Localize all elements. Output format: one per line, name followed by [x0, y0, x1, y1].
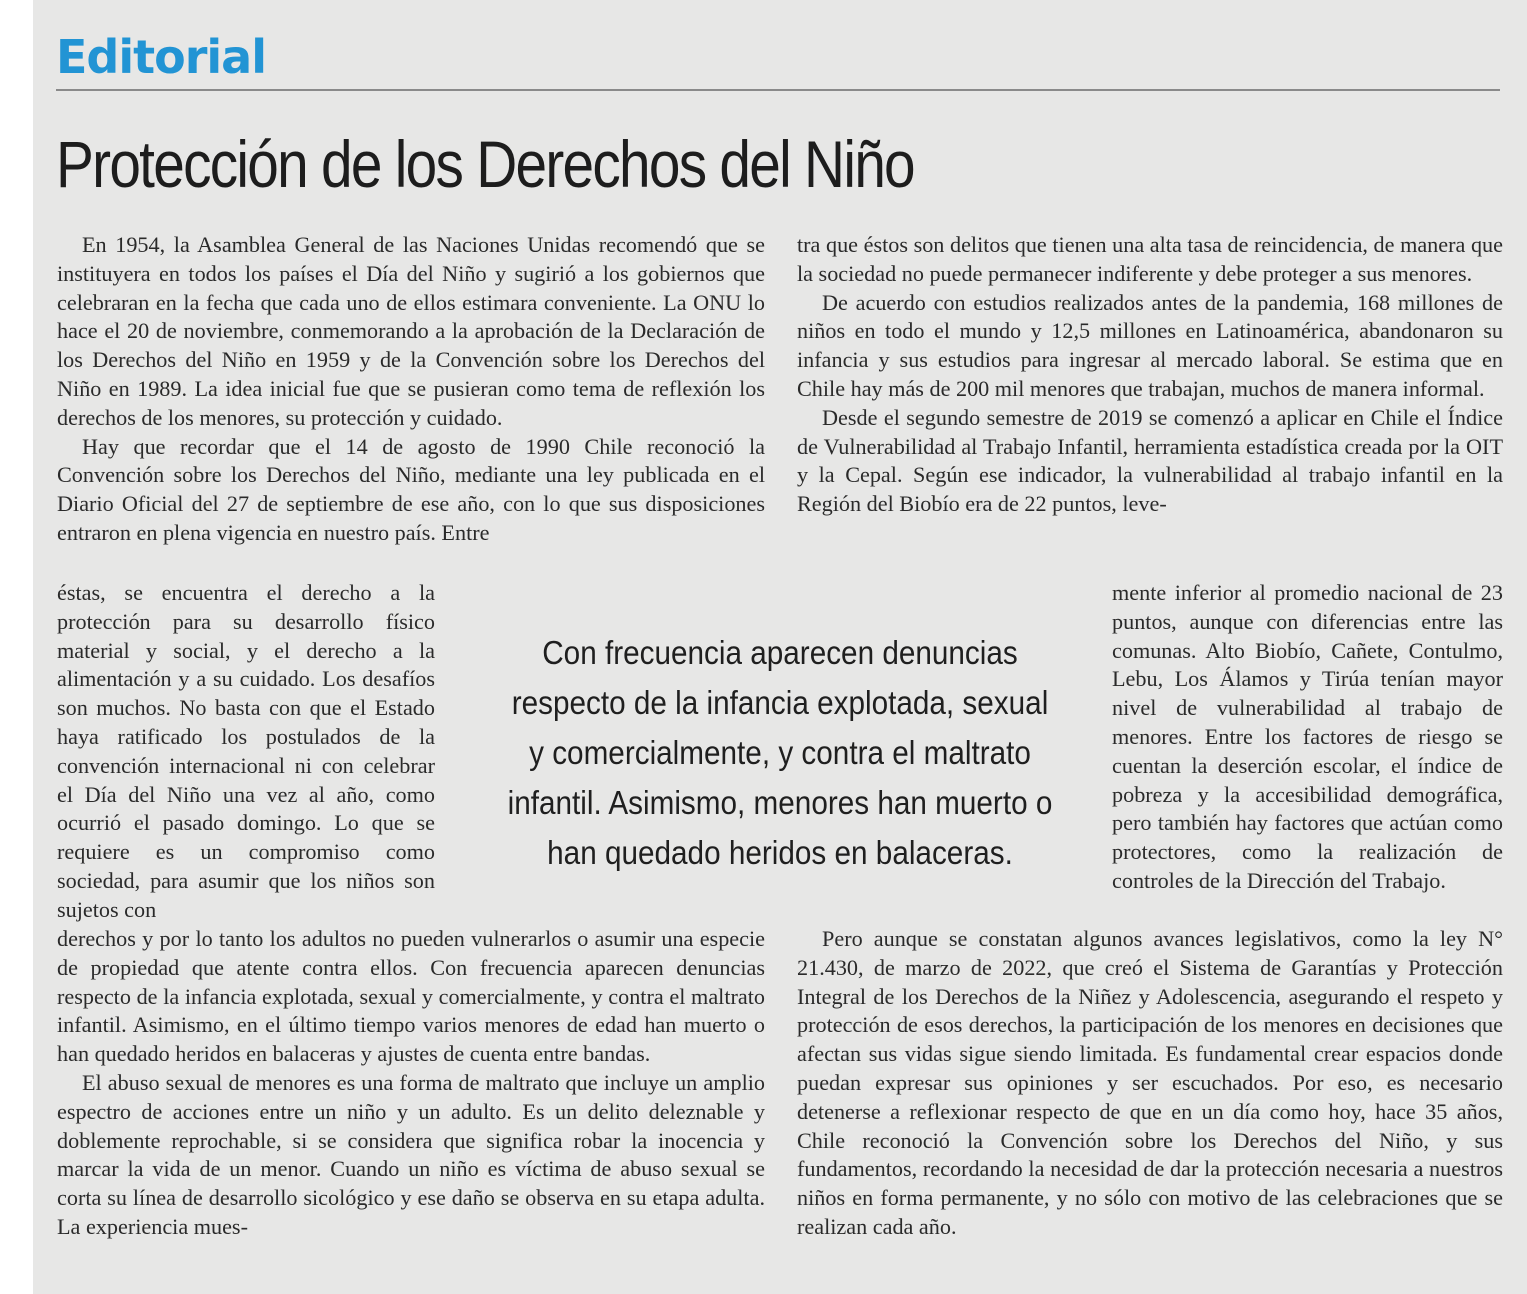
- paragraph-continuation: tra que éstos son delitos que tienen una alta tasa de reincidencia, de manera que la sociedad no puede permanecer indiferente y debe proteger a sus menores.: [797, 232, 1503, 286]
- paragraph: Desde el segundo semestre de 2019 se comenzó a aplicar en Chile el Índice de Vulnerabilidad al Trabajo Infantil, herramienta estadística creada por la OIT y la Cepal. Según ese indicador, la vulnerabilidad al trabajo infantil en la Región del Biobío era de 22 puntos, leve-: [797, 404, 1503, 517]
- headline: Protección de los Derechos del Niño: [56, 127, 914, 201]
- left-column-bottom: [57, 925, 765, 1242]
- right-column-wrap: [1112, 579, 1503, 896]
- pull-quote: Con frecuencia aparecen denuncias respecto de la infancia explotada, sexual y comercialmente, y contra el maltrato infantil. Asimismo, menores han muerto o han quedado heridos en balaceras.: [507, 634, 1053, 871]
- paragraph-continuation: mente inferior al promedio nacional de 23 puntos, aunque con diferencias entre las comunas. Alto Biobío, Cañete, Contulmo, Lebu, Los Álamos y Tirúa tenían mayor nivel de vulnerabilidad al trabajo de menores. Entre los factores de riesgo se cuentan la deserción escolar, el índice de pobreza y la accesibilidad demográfica, pero también hay factores que actúan como protectores, como la realización de controles de la Dirección del Trabajo.: [1112, 580, 1503, 893]
- paragraph-continuation: éstas, se encuentra el derecho a la protección para su desarrollo físico material y social, y el derecho a la alimentación y a su cuidado. Los desafíos son muchos. No basta con que el Estado haya ratificado los postulados de la convención internacional ni con celebrar el Día del Niño una vez al año, como ocurrió el pasado domingo. Lo que se requiere es un compromiso como sociedad, para asumir que los niños son sujetos con: [57, 580, 435, 922]
- paragraph: En 1954, la Asamblea General de las Naciones Unidas recomendó que se instituyera en todos los países el Día del Niño y sugirió a los gobiernos que celebraran en la fecha que cada uno de ellos estimara conveniente. La ONU lo hace el 20 de noviembre, conmemorando a la aprobación de la Declaración de los Derechos del Niño en 1959 y de la Convención sobre los Derechos del Niño en 1989. La idea inicial fue que se pusieran como tema de reflexión los derechos de los menores, su protección y cuidado.: [57, 232, 765, 430]
- paragraph-continuation: derechos y por lo tanto los adultos no pueden vulnerarlos o asumir una especie de propiedad que atente contra ellos. Con frecuencia aparecen denuncias respecto de la infancia explotada, sexual y comercialmente, y contra el maltrato infantil. Asimismo, en el último tiempo varios menores de edad han muerto o han quedado heridos en balaceras y ajustes de cuenta entre bandas.: [57, 926, 765, 1067]
- paragraph: Pero aunque se constatan algunos avances legislativos, como la ley N° 21.430, de marzo de 2022, que creó el Sistema de Garantías y Protección Integral de los Derechos de la Niñez y Adolescencia, asegurando el respeto y protección de esos derechos, la participación de los menores en decisiones que afectan sus vidas sigue siendo limitada. Es fundamental crear espacios donde puedan expresar sus opiniones y ser escuchados. Por eso, es necesario detenerse a reflexionar respecto de que en un día como hoy, hace 35 años, Chile reconoció la Convención sobre los Derechos del Niño, y sus fundamentos, recordando la necesidad de dar la protección necesaria a nuestros niños en forma permanente, y no sólo con motivo de las celebraciones que se realizan cada año.: [797, 926, 1503, 1239]
- right-column-top: [797, 231, 1503, 519]
- paragraph: De acuerdo con estudios realizados antes de la pandemia, 168 millones de niños en todo el mundo y 12,5 millones en Latinoamérica, abandonaron su infancia y sus estudios para ingresar al mercado laboral. Se estima que en Chile hay más de 200 mil menores que trabajan, muchos de manera informal.: [797, 289, 1503, 401]
- paragraph: El abuso sexual de menores es una forma de maltrato que incluye un amplio espectro de acciones entre un niño y un adulto. Es un delito deleznable y doblemente reprochable, si se considera que significa robar la inocencia y marcar la vida de un menor. Cuando un niño es víctima de abuso sexual se corta su línea de desarrollo sicológico y ese daño se observa en su etapa adulta. La experiencia mues-: [57, 1069, 765, 1239]
- right-column-bottom: [797, 925, 1503, 1242]
- left-column-top: [57, 231, 765, 548]
- left-column-wrap: [57, 579, 435, 925]
- section-divider: [56, 89, 1500, 91]
- section-label: Editorial: [56, 30, 266, 84]
- paragraph: Hay que recordar que el 14 de agosto de 1990 Chile reconoció la Convención sobre los Derechos del Niño, mediante una ley publicada en el Diario Oficial del 27 de septiembre de ese año, con lo que sus disposiciones entraron en plena vigencia en nuestro país. Entre: [57, 433, 765, 545]
